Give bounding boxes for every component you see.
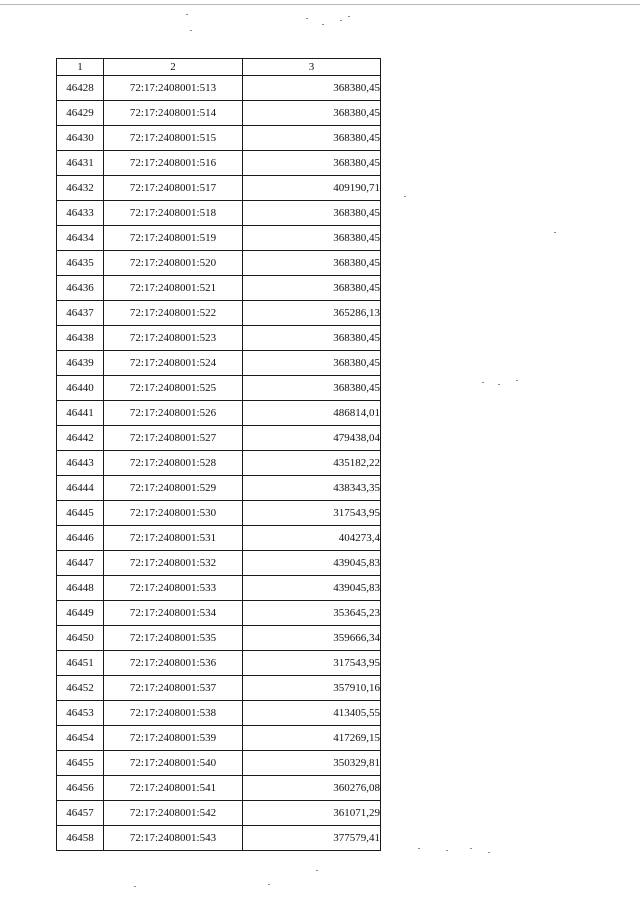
scan-speck	[306, 18, 308, 19]
value-cell: 377579,41	[243, 826, 381, 851]
cadastral-number-cell: 72:17:2408001:538	[104, 701, 243, 726]
value-cell: 317543,95	[243, 651, 381, 676]
scan-speck	[316, 870, 318, 871]
row-number-cell: 46432	[57, 176, 104, 201]
value-cell: 368380,45	[243, 276, 381, 301]
row-number-cell: 46458	[57, 826, 104, 851]
cadastral-number-cell: 72:17:2408001:536	[104, 651, 243, 676]
value-cell: 360276,08	[243, 776, 381, 801]
row-number-cell: 46449	[57, 601, 104, 626]
cadastral-number-cell: 72:17:2408001:517	[104, 176, 243, 201]
cadastral-number-cell: 72:17:2408001:530	[104, 501, 243, 526]
cadastral-number-cell: 72:17:2408001:543	[104, 826, 243, 851]
table-row	[57, 726, 381, 751]
cadastral-number-cell: 72:17:2408001:514	[104, 101, 243, 126]
table-row	[57, 701, 381, 726]
table-body	[57, 76, 381, 851]
table-row	[57, 551, 381, 576]
value-cell: 368380,45	[243, 226, 381, 251]
column-header-1: 1	[57, 59, 104, 76]
row-number-cell: 46453	[57, 701, 104, 726]
cadastral-number-cell: 72:17:2408001:518	[104, 201, 243, 226]
value-cell: 486814,01	[243, 401, 381, 426]
row-number-cell: 46442	[57, 426, 104, 451]
row-number-cell: 46444	[57, 476, 104, 501]
table-row	[57, 776, 381, 801]
table-row	[57, 826, 381, 851]
value-cell: 359666,34	[243, 626, 381, 651]
cadastral-number-cell: 72:17:2408001:542	[104, 801, 243, 826]
table-row	[57, 301, 381, 326]
cadastral-number-cell: 72:17:2408001:527	[104, 426, 243, 451]
value-cell: 350329,81	[243, 751, 381, 776]
value-cell: 368380,45	[243, 351, 381, 376]
table-row	[57, 476, 381, 501]
row-number-cell: 46457	[57, 801, 104, 826]
table-row	[57, 676, 381, 701]
cadastral-number-cell: 72:17:2408001:515	[104, 126, 243, 151]
cadastral-number-cell: 72:17:2408001:537	[104, 676, 243, 701]
row-number-cell: 46450	[57, 626, 104, 651]
row-number-cell: 46438	[57, 326, 104, 351]
scan-speck	[516, 380, 518, 381]
row-number-cell: 46451	[57, 651, 104, 676]
table-row	[57, 451, 381, 476]
cadastral-number-cell: 72:17:2408001:539	[104, 726, 243, 751]
scan-speck	[554, 232, 556, 233]
table-row	[57, 101, 381, 126]
table-row	[57, 126, 381, 151]
scan-speck	[340, 20, 342, 21]
row-number-cell: 46456	[57, 776, 104, 801]
table-row	[57, 76, 381, 101]
value-cell: 368380,45	[243, 376, 381, 401]
value-cell: 317543,95	[243, 501, 381, 526]
table-row	[57, 626, 381, 651]
column-header-3: 3	[243, 59, 381, 76]
table-row	[57, 151, 381, 176]
cadastral-number-cell: 72:17:2408001:531	[104, 526, 243, 551]
scan-speck	[348, 16, 350, 17]
row-number-cell: 46441	[57, 401, 104, 426]
table-row	[57, 251, 381, 276]
row-number-cell: 46428	[57, 76, 104, 101]
row-number-cell: 46455	[57, 751, 104, 776]
table-row	[57, 501, 381, 526]
table-row	[57, 176, 381, 201]
table-row	[57, 426, 381, 451]
value-cell: 368380,45	[243, 201, 381, 226]
table-row	[57, 576, 381, 601]
row-number-cell: 46430	[57, 126, 104, 151]
cadastral-number-cell: 72:17:2408001:519	[104, 226, 243, 251]
table-row	[57, 651, 381, 676]
value-cell: 368380,45	[243, 151, 381, 176]
table-row	[57, 201, 381, 226]
table-row	[57, 326, 381, 351]
value-cell: 368380,45	[243, 326, 381, 351]
table-row	[57, 601, 381, 626]
cadastral-number-cell: 72:17:2408001:541	[104, 776, 243, 801]
row-number-cell: 46436	[57, 276, 104, 301]
cadastral-number-cell: 72:17:2408001:524	[104, 351, 243, 376]
value-cell: 368380,45	[243, 251, 381, 276]
scan-speck	[404, 196, 406, 197]
row-number-cell: 46452	[57, 676, 104, 701]
value-cell: 435182,22	[243, 451, 381, 476]
value-cell: 413405,55	[243, 701, 381, 726]
table-row	[57, 401, 381, 426]
value-cell: 404273,4	[243, 526, 381, 551]
scan-speck	[190, 30, 192, 31]
value-cell: 357910,16	[243, 676, 381, 701]
cadastral-number-cell: 72:17:2408001:533	[104, 576, 243, 601]
row-number-cell: 46433	[57, 201, 104, 226]
scan-speck	[418, 848, 420, 849]
cadastral-number-cell: 72:17:2408001:534	[104, 601, 243, 626]
cadastral-number-cell: 72:17:2408001:523	[104, 326, 243, 351]
scan-speck	[186, 14, 188, 15]
header-row	[57, 59, 381, 76]
row-number-cell: 46446	[57, 526, 104, 551]
cadastral-number-cell: 72:17:2408001:526	[104, 401, 243, 426]
value-cell: 368380,45	[243, 126, 381, 151]
row-number-cell: 46448	[57, 576, 104, 601]
value-cell: 417269,15	[243, 726, 381, 751]
value-cell: 439045,83	[243, 551, 381, 576]
cadastral-number-cell: 72:17:2408001:521	[104, 276, 243, 301]
cadastral-number-cell: 72:17:2408001:522	[104, 301, 243, 326]
cadastral-number-cell: 72:17:2408001:513	[104, 76, 243, 101]
registry-table	[56, 58, 381, 851]
value-cell: 439045,83	[243, 576, 381, 601]
cadastral-number-cell: 72:17:2408001:525	[104, 376, 243, 401]
scan-speck	[482, 382, 484, 383]
table-row	[57, 801, 381, 826]
scan-speck	[134, 886, 136, 887]
scan-speck	[470, 848, 472, 849]
table-row	[57, 351, 381, 376]
top-border-line	[0, 4, 640, 5]
value-cell: 409190,71	[243, 176, 381, 201]
value-cell: 365286,13	[243, 301, 381, 326]
cadastral-number-cell: 72:17:2408001:516	[104, 151, 243, 176]
cadastral-number-cell: 72:17:2408001:528	[104, 451, 243, 476]
value-cell: 361071,29	[243, 801, 381, 826]
scan-speck	[498, 384, 500, 385]
table-row	[57, 751, 381, 776]
row-number-cell: 46435	[57, 251, 104, 276]
value-cell: 479438,04	[243, 426, 381, 451]
column-header-2: 2	[104, 59, 243, 76]
row-number-cell: 46454	[57, 726, 104, 751]
row-number-cell: 46431	[57, 151, 104, 176]
table-row	[57, 376, 381, 401]
cadastral-number-cell: 72:17:2408001:532	[104, 551, 243, 576]
scan-speck	[322, 24, 324, 25]
row-number-cell: 46434	[57, 226, 104, 251]
scan-speck	[446, 850, 448, 851]
row-number-cell: 46429	[57, 101, 104, 126]
cadastral-number-cell: 72:17:2408001:529	[104, 476, 243, 501]
row-number-cell: 46447	[57, 551, 104, 576]
row-number-cell: 46440	[57, 376, 104, 401]
value-cell: 368380,45	[243, 101, 381, 126]
cadastral-number-cell: 72:17:2408001:520	[104, 251, 243, 276]
value-cell: 368380,45	[243, 76, 381, 101]
cadastral-number-cell: 72:17:2408001:540	[104, 751, 243, 776]
scan-speck	[268, 884, 270, 885]
value-cell: 353645,23	[243, 601, 381, 626]
row-number-cell: 46437	[57, 301, 104, 326]
cadastral-number-cell: 72:17:2408001:535	[104, 626, 243, 651]
row-number-cell: 46443	[57, 451, 104, 476]
table-row	[57, 276, 381, 301]
table-row	[57, 526, 381, 551]
value-cell: 438343,35	[243, 476, 381, 501]
scan-speck	[488, 852, 490, 853]
row-number-cell: 46445	[57, 501, 104, 526]
table-row	[57, 226, 381, 251]
row-number-cell: 46439	[57, 351, 104, 376]
